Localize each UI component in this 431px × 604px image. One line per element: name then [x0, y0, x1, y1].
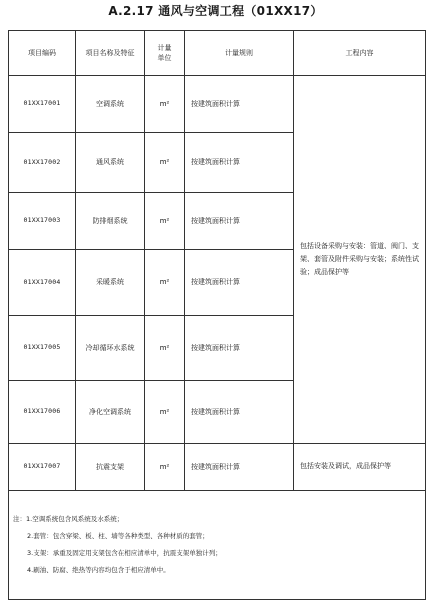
notes-row	[9, 491, 426, 600]
note-line: 3.支架：承重及固定用支架包含在相应清单中，抗震支架单独计列；	[27, 549, 222, 557]
item-name: 防排烟系统	[76, 193, 145, 250]
item-code: 01XX17003	[9, 193, 76, 250]
item-unit: m²	[145, 133, 185, 193]
item-rule: 按建筑面积计算	[185, 444, 294, 491]
item-unit: m²	[145, 381, 185, 444]
note-line: 注：1.空调系统包含风系统及水系统；	[13, 515, 124, 523]
table-row	[9, 444, 426, 491]
item-rule: 按建筑面积计算	[185, 133, 294, 193]
item-rule: 按建筑面积计算	[185, 316, 294, 381]
item-unit: m²	[145, 316, 185, 381]
header-unit-line2: 单位	[157, 54, 172, 62]
header-name: 项目名称及特征	[76, 31, 145, 76]
item-code: 01XX17002	[9, 133, 76, 193]
note-line: 4.刷油、防腐、绝热等内容均包含于相应清单中。	[27, 566, 170, 574]
page-title: A.2.17 通风与空调工程（01XX17）	[108, 4, 323, 18]
item-name: 通风系统	[76, 133, 145, 193]
content-group-2: 包括安装及调试，成品保护等	[294, 444, 426, 491]
item-unit: m²	[145, 444, 185, 491]
item-unit: m²	[145, 250, 185, 316]
item-rule: 按建筑面积计算	[185, 250, 294, 316]
item-rule: 按建筑面积计算	[185, 193, 294, 250]
item-code: 01XX17007	[9, 444, 76, 491]
item-unit: m²	[145, 193, 185, 250]
header-code: 项目编码	[9, 31, 76, 76]
item-unit: m²	[145, 76, 185, 133]
item-name: 空调系统	[76, 76, 145, 133]
header-unit	[145, 31, 185, 76]
spec-table	[8, 30, 426, 600]
table-row	[9, 76, 426, 133]
item-code: 01XX17006	[9, 381, 76, 444]
note-line: 2.套管：包含穿梁、板、柱、墙等各种类型、各种材质的套管；	[27, 532, 209, 540]
header-rule: 计量规则	[185, 31, 294, 76]
notes-cell	[9, 491, 426, 600]
item-rule: 按建筑面积计算	[185, 76, 294, 133]
header-row	[9, 31, 426, 76]
item-name: 净化空调系统	[76, 381, 145, 444]
item-code: 01XX17001	[9, 76, 76, 133]
item-name: 采暖系统	[76, 250, 145, 316]
item-name: 冷却循环水系统	[76, 316, 145, 381]
item-rule: 按建筑面积计算	[185, 381, 294, 444]
header-unit-line1: 计量	[157, 43, 172, 52]
item-name: 抗震支架	[76, 444, 145, 491]
item-code: 01XX17005	[9, 316, 76, 381]
content-group-1: 包括设备采购与安装：管道、阀门、支架、套管及附件采购与安装；系统性试验；成品保护等	[294, 76, 426, 444]
header-content: 工程内容	[294, 31, 426, 76]
item-code: 01XX17004	[9, 250, 76, 316]
